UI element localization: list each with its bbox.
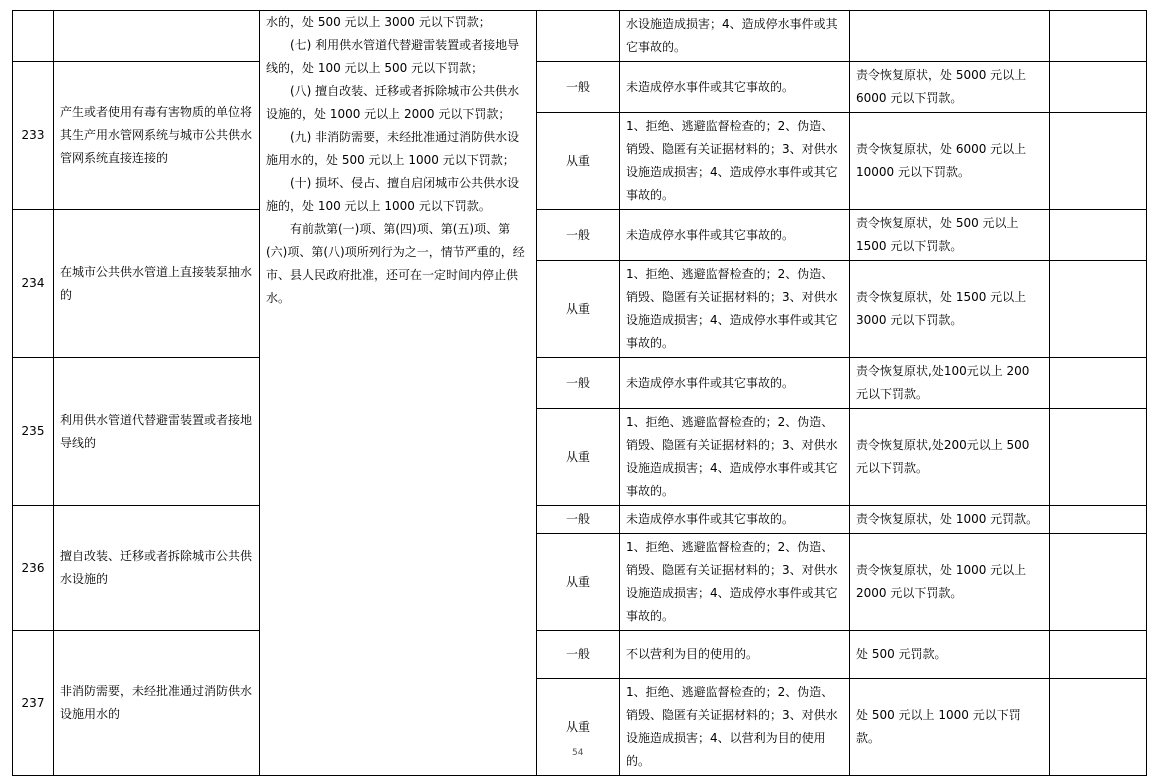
table-row xyxy=(13,11,1147,62)
remarks-cell xyxy=(1050,113,1147,210)
violation-description: 利用供水管道代替避雷装置或者接地导线的 xyxy=(54,358,260,506)
penalty-standard: 责令恢复原状，处 1000 元罚款。 xyxy=(850,506,1050,534)
legal-basis-paragraph: (八) 擅自改装、迁移或者拆除城市公共供水设施的，处 1000 元以上 2000 元以下罚款； xyxy=(266,84,520,121)
legal-basis-paragraph: 有前款第(一)项、第(四)项、第(五)项、第(六)项、第(八)项所列行为之一，情节严重的，经市、县人民政府批准，还可在一定时间内停止供水。 xyxy=(266,222,525,305)
discretion-level: 从重 xyxy=(537,409,620,506)
page-number: 54 xyxy=(572,748,584,758)
remarks-cell xyxy=(1050,409,1147,506)
table-row xyxy=(13,506,1147,534)
penalty-standard: 责令恢复原状，处 1000 元以上 2000 元以下罚款。 xyxy=(850,534,1050,631)
discretion-level: 从重 xyxy=(537,679,620,776)
remarks-cell xyxy=(1050,11,1147,62)
discretion-level: 从重 xyxy=(537,534,620,631)
legal-basis-paragraph: (七) 利用供水管道代替避雷装置或者接地导线的，处 100 元以上 500 元以下罚款； xyxy=(266,38,520,75)
discretion-conditions: 未造成停水事件或其它事故的。 xyxy=(620,62,850,113)
penalty-standard: 责令恢复原状，处 6000 元以上 10000 元以下罚款。 xyxy=(850,113,1050,210)
item-number: 233 xyxy=(13,62,54,210)
legal-basis-paragraph: 水的，处 500 元以上 3000 元以下罚款； xyxy=(266,15,491,29)
discretion-level: 一般 xyxy=(537,358,620,409)
penalty-table xyxy=(12,10,1147,776)
remarks-cell xyxy=(1050,631,1147,679)
discretion-level xyxy=(537,11,620,62)
item-number xyxy=(13,11,54,62)
remarks-cell xyxy=(1050,261,1147,358)
remarks-cell xyxy=(1050,679,1147,776)
remarks-cell xyxy=(1050,62,1147,113)
table-row xyxy=(13,358,1147,409)
discretion-level: 一般 xyxy=(537,506,620,534)
item-number: 235 xyxy=(13,358,54,506)
discretion-conditions: 1、拒绝、逃避监督检查的；2、伪造、销毁、隐匿有关证据材料的；3、对供水设施造成损害；4、造成停水事件或其它事故的。 xyxy=(620,409,850,506)
penalty-standard: 责令恢复原状，处 500 元以上 1500 元以下罚款。 xyxy=(850,210,1050,261)
penalty-standard: 责令恢复原状，处 1500 元以上 3000 元以下罚款。 xyxy=(850,261,1050,358)
remarks-cell xyxy=(1050,534,1147,631)
penalty-standard: 责令恢复原状,处200元以上 500 元以下罚款。 xyxy=(850,409,1050,506)
item-number: 236 xyxy=(13,506,54,631)
item-number: 237 xyxy=(13,631,54,776)
discretion-level: 一般 xyxy=(537,62,620,113)
discretion-conditions: 未造成停水事件或其它事故的。 xyxy=(620,358,850,409)
violation-description: 产生或者使用有毒有害物质的单位将其生产用水管网系统与城市公共供水管网系统直接连接的 xyxy=(54,62,260,210)
item-number: 234 xyxy=(13,210,54,358)
table-row xyxy=(13,210,1147,261)
discretion-level: 从重 xyxy=(537,113,620,210)
penalty-standard: 责令恢复原状,处100元以上 200 元以下罚款。 xyxy=(850,358,1050,409)
discretion-conditions: 水设施造成损害；4、造成停水事件或其它事故的。 xyxy=(620,11,850,62)
discretion-level: 一般 xyxy=(537,631,620,679)
penalty-standard: 处 500 元罚款。 xyxy=(850,631,1050,679)
legal-basis-paragraph: (九) 非消防需要，未经批准通过消防供水设施用水的，处 500 元以上 1000 元以下罚款； xyxy=(266,130,520,167)
legal-basis-paragraph: (十) 损坏、侵占、擅自启闭城市公共供水设施的，处 100 元以上 1000 元以下罚款。 xyxy=(266,176,520,213)
discretion-conditions: 未造成停水事件或其它事故的。 xyxy=(620,210,850,261)
discretion-conditions: 1、拒绝、逃避监督检查的；2、伪造、销毁、隐匿有关证据材料的；3、对供水设施造成损害；4、造成停水事件或其它事故的。 xyxy=(620,261,850,358)
violation-description: 非消防需要，未经批准通过消防供水设施用水的 xyxy=(54,631,260,776)
penalty-standard: 责令恢复原状，处 5000 元以上 6000 元以下罚款。 xyxy=(850,62,1050,113)
discretion-level: 从重 xyxy=(537,261,620,358)
legal-basis-cell xyxy=(260,11,537,776)
discretion-level: 一般 xyxy=(537,210,620,261)
discretion-conditions: 1、拒绝、逃避监督检查的；2、伪造、销毁、隐匿有关证据材料的；3、对供水设施造成损害；4、造成停水事件或其它事故的。 xyxy=(620,113,850,210)
discretion-conditions: 不以营利为目的使用的。 xyxy=(620,631,850,679)
penalty-standard: 处 500 元以上 1000 元以下罚款。 xyxy=(850,679,1050,776)
discretion-conditions: 未造成停水事件或其它事故的。 xyxy=(620,506,850,534)
remarks-cell xyxy=(1050,506,1147,534)
table-row xyxy=(13,631,1147,679)
table-row xyxy=(13,62,1147,113)
violation-description: 擅自改装、迁移或者拆除城市公共供水设施的 xyxy=(54,506,260,631)
remarks-cell xyxy=(1050,210,1147,261)
violation-description: 在城市公共供水管道上直接装泵抽水的 xyxy=(54,210,260,358)
violation-description xyxy=(54,11,260,62)
discretion-conditions: 1、拒绝、逃避监督检查的；2、伪造、销毁、隐匿有关证据材料的；3、对供水设施造成损害；4、造成停水事件或其它事故的。 xyxy=(620,534,850,631)
remarks-cell xyxy=(1050,358,1147,409)
penalty-standard xyxy=(850,11,1050,62)
discretion-conditions: 1、拒绝、逃避监督检查的；2、伪造、销毁、隐匿有关证据材料的；3、对供水设施造成损害；4、以营利为目的使用的。 xyxy=(620,679,850,776)
